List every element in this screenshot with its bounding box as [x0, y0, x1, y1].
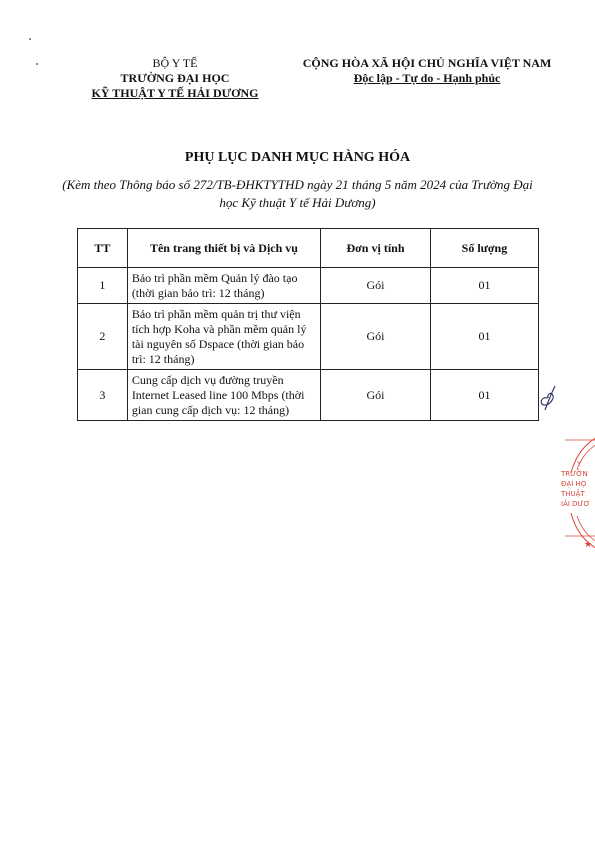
initial-signature — [536, 384, 562, 412]
school-name-line1: TRƯỜNG ĐẠI HỌC — [120, 71, 230, 85]
goods-table — [77, 228, 539, 421]
svg-text:★: ★ — [583, 540, 593, 550]
cell-name: Bảo trì phần mềm quản trị thư viện tích hợp Koha và phần mềm quản lý tài nguyên số Dspace (thời gian bảo trì: 12 tháng) — [127, 304, 320, 370]
document-title: PHỤ LỤC DANH MỤC HÀNG HÓA — [184, 150, 411, 165]
cell-qty: 01 — [430, 370, 538, 421]
cell-tt: 3 — [78, 370, 128, 421]
country-name: CỘNG HÒA XÃ HỘI CHỦ NGHĨA VIỆT NAM — [302, 56, 552, 70]
document-subtitle: (Kèm theo Thông báo số 272/TB-ĐHKTYTHD ngày 21 tháng 5 năm 2024 của Trường Đại học Kỹ thuật Y tế Hải Dương) — [62, 177, 533, 210]
header-unit: Đơn vị tính — [321, 229, 431, 268]
cell-qty: 01 — [430, 304, 538, 370]
cell-unit: Gói — [321, 370, 431, 421]
table-row — [78, 304, 539, 370]
header-name: Tên trang thiết bị và Dịch vụ — [127, 229, 320, 268]
cell-qty: 01 — [430, 268, 538, 304]
table-header-row — [78, 229, 539, 268]
header-tt: TT — [78, 229, 128, 268]
national-header — [282, 56, 572, 86]
header-qty: Số lượng — [430, 229, 538, 268]
stamp-line: Y — [577, 460, 582, 468]
stamp-line: ĐẠI HỌ — [561, 480, 587, 488]
stamp-line: THUẬT — [561, 490, 585, 498]
cell-name: Cung cấp dịch vụ đường truyền Internet Leased line 100 Mbps (thời gian cung cấp dịch vụ: 12 tháng) — [127, 370, 320, 421]
issuer-block — [60, 56, 290, 101]
scan-speck — [29, 38, 31, 40]
cell-unit: Gói — [321, 268, 431, 304]
table-row — [78, 268, 539, 304]
stamp-text — [561, 459, 595, 509]
school-name-line2-text: KỸ THUẬT Y TẾ HẢI DƯƠNG — [91, 86, 259, 100]
cell-unit: Gói — [321, 304, 431, 370]
table-row — [78, 370, 539, 421]
ministry-name: BỘ Y TẾ — [152, 56, 198, 70]
stamp-line: IẢI DƯƠ — [561, 500, 590, 508]
cell-tt: 2 — [78, 304, 128, 370]
cell-tt: 1 — [78, 268, 128, 304]
scan-speck — [36, 63, 38, 65]
cell-name: Bảo trì phần mềm Quản lý đào tạo (thời gian bảo trì: 12 tháng) — [127, 268, 320, 304]
stamp-line: TRƯỜN — [561, 470, 588, 478]
motto-text: Độc lập - Tự do - Hạnh phúc — [353, 71, 501, 85]
school-name-line2 — [60, 86, 290, 101]
motto-line — [282, 71, 572, 86]
